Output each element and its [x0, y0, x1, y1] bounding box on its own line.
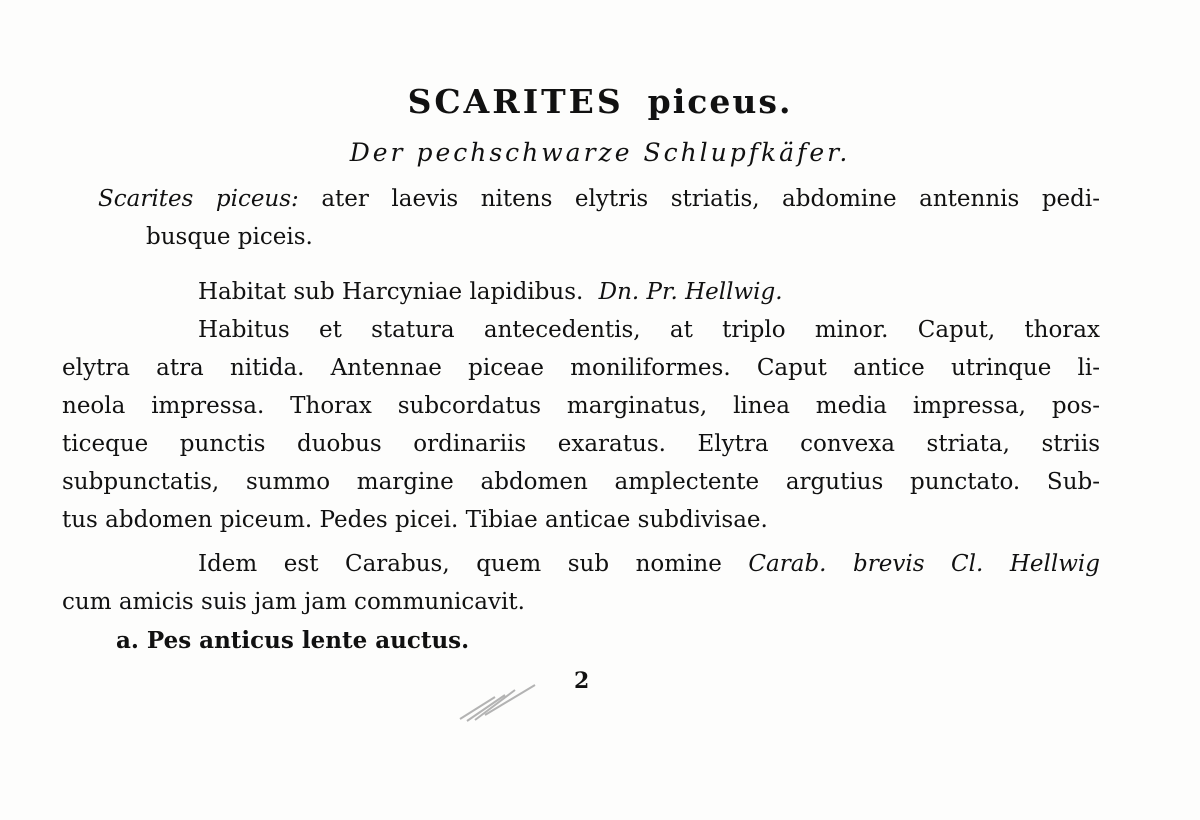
- synonymy-text: Idem est Carabus, quem sub nomine: [198, 551, 722, 577]
- figure-caption: a. Pes anticus lente auctus.: [116, 627, 470, 654]
- synonymy-line-2: cum amicis suis jam jam communicavit.: [62, 589, 525, 615]
- description-line-2: elytra atra nitida. Antennae piceae moniliformes. Caput antice utrinque li-: [62, 355, 1100, 381]
- habitat-line: [198, 281, 783, 304]
- description-line-5: subpunctatis, summo margine abdomen amplectente argutius punctato. Sub-: [62, 469, 1100, 495]
- diagnosis-text-1: ater laevis nitens elytris striatis, abdomine antennis pedi-: [321, 186, 1101, 212]
- habitat-authority: Dn. Pr. Hellwig.: [598, 279, 783, 305]
- description-line-1: Habitus et statura antecedentis, at triplo minor. Caput, thorax: [198, 317, 1100, 343]
- page-number: 2: [574, 668, 590, 694]
- diagnosis-line-2: busque piceis.: [146, 224, 313, 250]
- description-line-3: neola impressa. Thorax subcordatus marginatus, linea media impressa, pos-: [62, 393, 1100, 419]
- description-line-6: tus abdomen piceum. Pedes picei. Tibiae anticae subdivisae.: [62, 507, 768, 533]
- german-common-name: Der pechschwarze Schlupfkäfer.: [349, 138, 851, 167]
- description-line-4: ticeque punctis duobus ordinariis exaratus. Elytra convexa striata, striis: [62, 431, 1100, 457]
- synonymy-italic: Carab. brevis Cl. Hellwig: [748, 551, 1101, 577]
- habitat-text: Habitat sub Harcyniae lapidibus.: [198, 279, 584, 305]
- ink-smudge-icon: [455, 675, 545, 725]
- title-genus: SCARITES: [407, 82, 624, 121]
- page-title: [0, 82, 1200, 121]
- synonymy-line-1: [198, 553, 1100, 576]
- diagnosis-line-1: [98, 188, 1100, 211]
- title-species: piceus.: [647, 82, 793, 121]
- diagnosis-species-name: Scarites piceus:: [98, 186, 299, 212]
